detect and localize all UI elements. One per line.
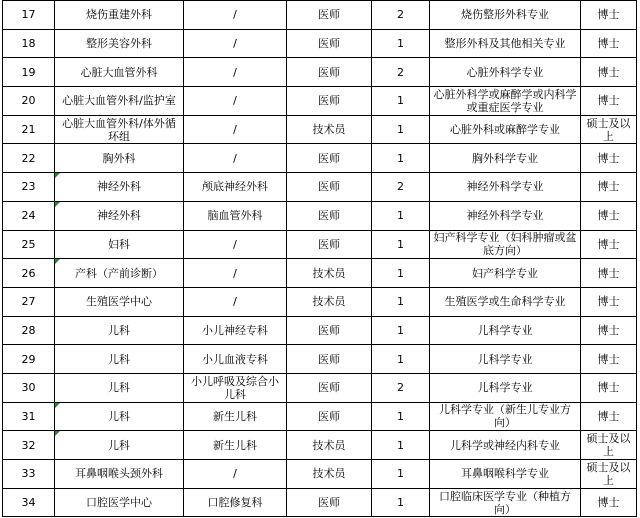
cell-education xyxy=(581,345,637,374)
cell-department xyxy=(55,173,184,202)
cell-headcount xyxy=(372,488,430,517)
cell-education-text: 博士 xyxy=(597,266,620,280)
cell-number xyxy=(3,29,55,58)
cell-headcount xyxy=(372,402,430,431)
cell-department-text: 烧伤重建外科 xyxy=(86,8,152,22)
cell-education-text: 博士 xyxy=(597,295,620,309)
cell-headcount xyxy=(372,460,430,489)
cell-education xyxy=(581,115,637,144)
cell-headcount xyxy=(372,316,430,345)
cell-headcount xyxy=(372,1,430,30)
cell-headcount xyxy=(372,287,430,316)
cell-sub-department-text: / xyxy=(233,65,237,79)
cell-major xyxy=(430,115,581,144)
cell-major xyxy=(430,460,581,489)
table-row xyxy=(3,115,637,144)
cell-education xyxy=(581,259,637,288)
cell-department xyxy=(55,316,184,345)
cell-education xyxy=(581,29,637,58)
table-row xyxy=(3,373,637,402)
cell-major-text: 儿科学专业 xyxy=(477,323,533,337)
cell-number-text: 25 xyxy=(21,237,36,251)
cell-education-text: 硕士及以上 xyxy=(586,432,631,459)
table-row xyxy=(3,173,637,202)
cell-headcount xyxy=(372,115,430,144)
cell-headcount-text: 1 xyxy=(397,37,404,51)
cell-department xyxy=(55,115,184,144)
cell-sub-department xyxy=(184,29,287,58)
table-row xyxy=(3,316,637,345)
cell-headcount-text: 2 xyxy=(397,381,404,395)
cell-headcount-text: 2 xyxy=(397,180,404,194)
cell-position xyxy=(287,259,372,288)
cell-number xyxy=(3,460,55,489)
cell-sub-department-text: 小儿神经专科 xyxy=(202,323,268,337)
cell-major-text: 烧伤整形外科专业 xyxy=(461,8,549,22)
cell-position-text: 医师 xyxy=(318,237,340,251)
cell-education-text: 博士 xyxy=(597,237,620,251)
cell-position-text: 技术员 xyxy=(312,295,346,309)
cell-education-text: 博士 xyxy=(597,209,620,223)
cell-sub-department-text: 小儿呼吸及综合小儿科 xyxy=(191,374,279,401)
cell-department xyxy=(55,87,184,116)
cell-department xyxy=(55,287,184,316)
table-body xyxy=(3,1,637,517)
cell-sub-department xyxy=(184,115,287,144)
cell-number xyxy=(3,87,55,116)
cell-department-text: 儿科 xyxy=(108,323,130,337)
cell-education xyxy=(581,460,637,489)
cell-number xyxy=(3,287,55,316)
cell-major xyxy=(430,230,581,259)
cell-number-text: 32 xyxy=(21,438,36,452)
cell-position xyxy=(287,287,372,316)
cell-number-text: 21 xyxy=(21,123,36,137)
cell-headcount-text: 1 xyxy=(397,237,404,251)
cell-department-text: 心脏大血管外科/体外循环组 xyxy=(62,116,176,143)
cell-sub-department-text: 颅底神经外科 xyxy=(202,180,268,194)
cell-education xyxy=(581,488,637,517)
cell-department-text: 耳鼻咽喉头颈外科 xyxy=(75,467,163,481)
cell-number-text: 28 xyxy=(21,323,36,337)
cell-major-text: 耳鼻咽喉科学专业 xyxy=(461,467,549,481)
cell-major xyxy=(430,144,581,173)
cell-position xyxy=(287,173,372,202)
cell-number xyxy=(3,115,55,144)
cell-number-text: 29 xyxy=(21,352,36,366)
cell-education xyxy=(581,431,637,460)
cell-sub-department xyxy=(184,144,287,173)
cell-position-text: 医师 xyxy=(318,352,340,366)
cell-education-text: 博士 xyxy=(597,65,620,79)
cell-major-text: 胸外科学专业 xyxy=(472,151,538,165)
cell-number-text: 19 xyxy=(21,65,36,79)
cell-sub-department xyxy=(184,431,287,460)
cell-education xyxy=(581,87,637,116)
cell-position xyxy=(287,29,372,58)
cell-department-text: 儿科 xyxy=(108,352,130,366)
cell-headcount-text: 1 xyxy=(397,266,404,280)
cell-major-text: 妇产科学专业 xyxy=(472,266,538,280)
cell-position-text: 技术员 xyxy=(312,123,346,137)
cell-headcount-text: 1 xyxy=(397,496,404,510)
cell-position xyxy=(287,115,372,144)
cell-major-text: 心脏外科学专业 xyxy=(466,65,544,79)
cell-education xyxy=(581,173,637,202)
table-row xyxy=(3,488,637,517)
cell-education-text: 博士 xyxy=(597,151,620,165)
cell-education xyxy=(581,58,637,87)
cell-major xyxy=(430,87,581,116)
cell-sub-department-text: / xyxy=(233,467,237,481)
cell-education xyxy=(581,1,637,30)
cell-position xyxy=(287,201,372,230)
cell-department xyxy=(55,29,184,58)
cell-sub-department xyxy=(184,201,287,230)
cell-sub-department-text: / xyxy=(233,123,237,137)
cell-number xyxy=(3,488,55,517)
cell-education-text: 博士 xyxy=(597,496,620,510)
cell-sub-department-text: 新生儿科 xyxy=(213,438,257,452)
cell-department xyxy=(55,144,184,173)
cell-department xyxy=(55,201,184,230)
cell-department xyxy=(55,259,184,288)
cell-major-text: 儿科学专业 xyxy=(477,352,533,366)
cell-major xyxy=(430,316,581,345)
cell-major xyxy=(430,373,581,402)
cell-department xyxy=(55,488,184,517)
cell-major-text: 神经外科学专业 xyxy=(466,180,544,194)
cell-sub-department xyxy=(184,87,287,116)
cell-headcount xyxy=(372,373,430,402)
cell-position-text: 医师 xyxy=(318,496,340,510)
cell-department-text: 整形美容外科 xyxy=(86,37,152,51)
cell-department-text: 生殖医学中心 xyxy=(86,295,152,309)
cell-headcount-text: 1 xyxy=(397,94,404,108)
cell-department-text: 口腔医学中心 xyxy=(86,496,152,510)
cell-sub-department xyxy=(184,316,287,345)
cell-department xyxy=(55,58,184,87)
cell-number xyxy=(3,402,55,431)
cell-department-text: 产科（产前诊断） xyxy=(75,266,163,280)
table-row xyxy=(3,144,637,173)
cell-major xyxy=(430,259,581,288)
cell-headcount xyxy=(372,58,430,87)
cell-sub-department xyxy=(184,173,287,202)
cell-department xyxy=(55,373,184,402)
cell-sub-department xyxy=(184,402,287,431)
cell-position xyxy=(287,402,372,431)
cell-major-text: 生殖医学或生命科学专业 xyxy=(444,295,566,309)
cell-number xyxy=(3,201,55,230)
cell-department-text: 心脏大血管外科 xyxy=(80,65,158,79)
cell-number-text: 24 xyxy=(21,209,36,223)
table-row xyxy=(3,230,637,259)
cell-sub-department xyxy=(184,460,287,489)
cell-education xyxy=(581,144,637,173)
cell-headcount-text: 2 xyxy=(397,65,404,79)
cell-position-text: 医师 xyxy=(318,209,340,223)
cell-education-text: 博士 xyxy=(597,381,620,395)
cell-department xyxy=(55,1,184,30)
cell-sub-department-text: 脑血管外科 xyxy=(207,209,263,223)
cell-education-text: 硕士及以上 xyxy=(586,116,631,143)
cell-education-text: 硕士及以上 xyxy=(586,460,631,487)
cell-major xyxy=(430,287,581,316)
cell-department-text: 儿科 xyxy=(108,438,130,452)
cell-number xyxy=(3,316,55,345)
cell-education-text: 博士 xyxy=(597,94,620,108)
cell-number-text: 27 xyxy=(21,295,36,309)
table-row xyxy=(3,259,637,288)
cell-department xyxy=(55,345,184,374)
cell-position xyxy=(287,58,372,87)
table-row xyxy=(3,87,637,116)
cell-sub-department xyxy=(184,58,287,87)
cell-department-text: 神经外科 xyxy=(97,180,141,194)
cell-number-text: 20 xyxy=(21,94,36,108)
cell-education-text: 博士 xyxy=(597,409,620,423)
cell-sub-department-text: 口腔修复科 xyxy=(207,496,263,510)
cell-position xyxy=(287,1,372,30)
cell-department xyxy=(55,460,184,489)
cell-department xyxy=(55,402,184,431)
cell-education xyxy=(581,316,637,345)
cell-department-text: 儿科 xyxy=(108,381,130,395)
cell-education-text: 博士 xyxy=(597,352,620,366)
cell-position xyxy=(287,345,372,374)
cell-department-text: 妇科 xyxy=(108,237,130,251)
cell-headcount-text: 1 xyxy=(397,209,404,223)
cell-department-text: 神经外科 xyxy=(97,209,141,223)
cell-education-text: 博士 xyxy=(597,180,620,194)
cell-number-text: 33 xyxy=(21,467,36,481)
cell-position xyxy=(287,373,372,402)
cell-headcount-text: 1 xyxy=(397,438,404,452)
cell-sub-department xyxy=(184,373,287,402)
cell-education xyxy=(581,201,637,230)
cell-education-text: 博士 xyxy=(597,323,620,337)
cell-position-text: 医师 xyxy=(318,37,340,51)
cell-sub-department xyxy=(184,287,287,316)
cell-headcount xyxy=(372,87,430,116)
cell-position-text: 医师 xyxy=(318,180,340,194)
cell-education-text: 博士 xyxy=(597,37,620,51)
cell-headcount xyxy=(372,345,430,374)
cell-number xyxy=(3,373,55,402)
cell-education xyxy=(581,373,637,402)
cell-sub-department-text: / xyxy=(233,237,237,251)
cell-number-text: 26 xyxy=(21,266,36,280)
cell-number xyxy=(3,259,55,288)
cell-department-text: 胸外科 xyxy=(102,151,136,165)
cell-number xyxy=(3,144,55,173)
table-row xyxy=(3,201,637,230)
cell-major xyxy=(430,488,581,517)
cell-headcount-text: 1 xyxy=(397,467,404,481)
cell-position xyxy=(287,460,372,489)
cell-sub-department xyxy=(184,259,287,288)
cell-sub-department-text: / xyxy=(233,295,237,309)
cell-number-text: 22 xyxy=(21,151,36,165)
cell-major xyxy=(430,58,581,87)
cell-sub-department-text: / xyxy=(233,151,237,165)
cell-major xyxy=(430,201,581,230)
cell-number-text: 17 xyxy=(21,8,36,22)
cell-major xyxy=(430,1,581,30)
cell-position-text: 医师 xyxy=(318,409,340,423)
cell-position-text: 医师 xyxy=(318,94,340,108)
recruitment-table xyxy=(2,0,637,517)
cell-major-text: 妇产科学专业（妇科肿瘤或盆底方向） xyxy=(433,231,577,258)
cell-sub-department xyxy=(184,345,287,374)
table-row xyxy=(3,402,637,431)
cell-position xyxy=(287,144,372,173)
cell-major-text: 儿科学或神经内科专业 xyxy=(450,438,560,452)
cell-headcount xyxy=(372,259,430,288)
cell-number-text: 30 xyxy=(21,381,36,395)
table-row xyxy=(3,345,637,374)
cell-headcount-text: 2 xyxy=(397,8,404,22)
cell-position xyxy=(287,87,372,116)
table-row xyxy=(3,29,637,58)
cell-headcount xyxy=(372,431,430,460)
cell-education xyxy=(581,230,637,259)
cell-major-text: 神经外科学专业 xyxy=(466,209,544,223)
cell-education xyxy=(581,402,637,431)
cell-major-text: 儿科学专业 xyxy=(477,381,533,395)
cell-sub-department xyxy=(184,1,287,30)
cell-number xyxy=(3,58,55,87)
cell-major xyxy=(430,345,581,374)
cell-number-text: 31 xyxy=(21,409,36,423)
cell-sub-department xyxy=(184,488,287,517)
cell-major xyxy=(430,402,581,431)
cell-sub-department-text: / xyxy=(233,266,237,280)
cell-major-text: 儿科学专业（新生儿专业方向） xyxy=(439,403,571,430)
cell-sub-department-text: 小儿血液专科 xyxy=(202,352,268,366)
cell-number xyxy=(3,345,55,374)
table-row xyxy=(3,287,637,316)
cell-position xyxy=(287,230,372,259)
cell-position-text: 技术员 xyxy=(312,438,346,452)
cell-headcount xyxy=(372,173,430,202)
cell-major xyxy=(430,173,581,202)
cell-headcount-text: 1 xyxy=(397,323,404,337)
cell-number-text: 23 xyxy=(21,180,36,194)
cell-major-text: 口腔临床医学专业（种植方向） xyxy=(439,489,571,516)
cell-headcount xyxy=(372,29,430,58)
cell-position-text: 医师 xyxy=(318,65,340,79)
cell-position-text: 医师 xyxy=(318,323,340,337)
cell-major xyxy=(430,29,581,58)
cell-headcount-text: 1 xyxy=(397,295,404,309)
cell-position-text: 医师 xyxy=(318,381,340,395)
cell-education xyxy=(581,287,637,316)
cell-major-text: 心脏外科或麻醉学专业 xyxy=(450,123,560,137)
cell-major-text: 整形外科及其他相关专业 xyxy=(444,37,566,51)
cell-number-text: 34 xyxy=(21,496,36,510)
table-row xyxy=(3,460,637,489)
cell-number-text: 18 xyxy=(21,37,36,51)
cell-position-text: 技术员 xyxy=(312,266,346,280)
cell-sub-department xyxy=(184,230,287,259)
cell-number xyxy=(3,431,55,460)
table-row xyxy=(3,431,637,460)
cell-sub-department-text: 新生儿科 xyxy=(213,409,257,423)
table-row xyxy=(3,58,637,87)
cell-headcount-text: 1 xyxy=(397,352,404,366)
cell-sub-department-text: / xyxy=(233,94,237,108)
cell-number xyxy=(3,230,55,259)
cell-headcount-text: 1 xyxy=(397,409,404,423)
cell-position xyxy=(287,316,372,345)
cell-sub-department-text: / xyxy=(233,8,237,22)
cell-headcount xyxy=(372,230,430,259)
cell-position-text: 技术员 xyxy=(312,467,346,481)
cell-department-text: 心脏大血管外科/监护室 xyxy=(62,94,176,108)
cell-headcount-text: 1 xyxy=(397,151,404,165)
cell-major xyxy=(430,431,581,460)
cell-number xyxy=(3,1,55,30)
cell-position-text: 医师 xyxy=(318,151,340,165)
cell-headcount xyxy=(372,201,430,230)
cell-position xyxy=(287,488,372,517)
cell-headcount xyxy=(372,144,430,173)
cell-department xyxy=(55,230,184,259)
cell-major-text: 心脏外科学或麻醉学或内科学或重症医学专业 xyxy=(433,87,577,114)
cell-position-text: 医师 xyxy=(318,8,340,22)
table-row xyxy=(3,1,637,30)
cell-department xyxy=(55,431,184,460)
cell-education-text: 博士 xyxy=(597,8,620,22)
cell-department-text: 儿科 xyxy=(108,409,130,423)
cell-number xyxy=(3,173,55,202)
cell-headcount-text: 1 xyxy=(397,123,404,137)
cell-sub-department-text: / xyxy=(233,37,237,51)
cell-position xyxy=(287,431,372,460)
